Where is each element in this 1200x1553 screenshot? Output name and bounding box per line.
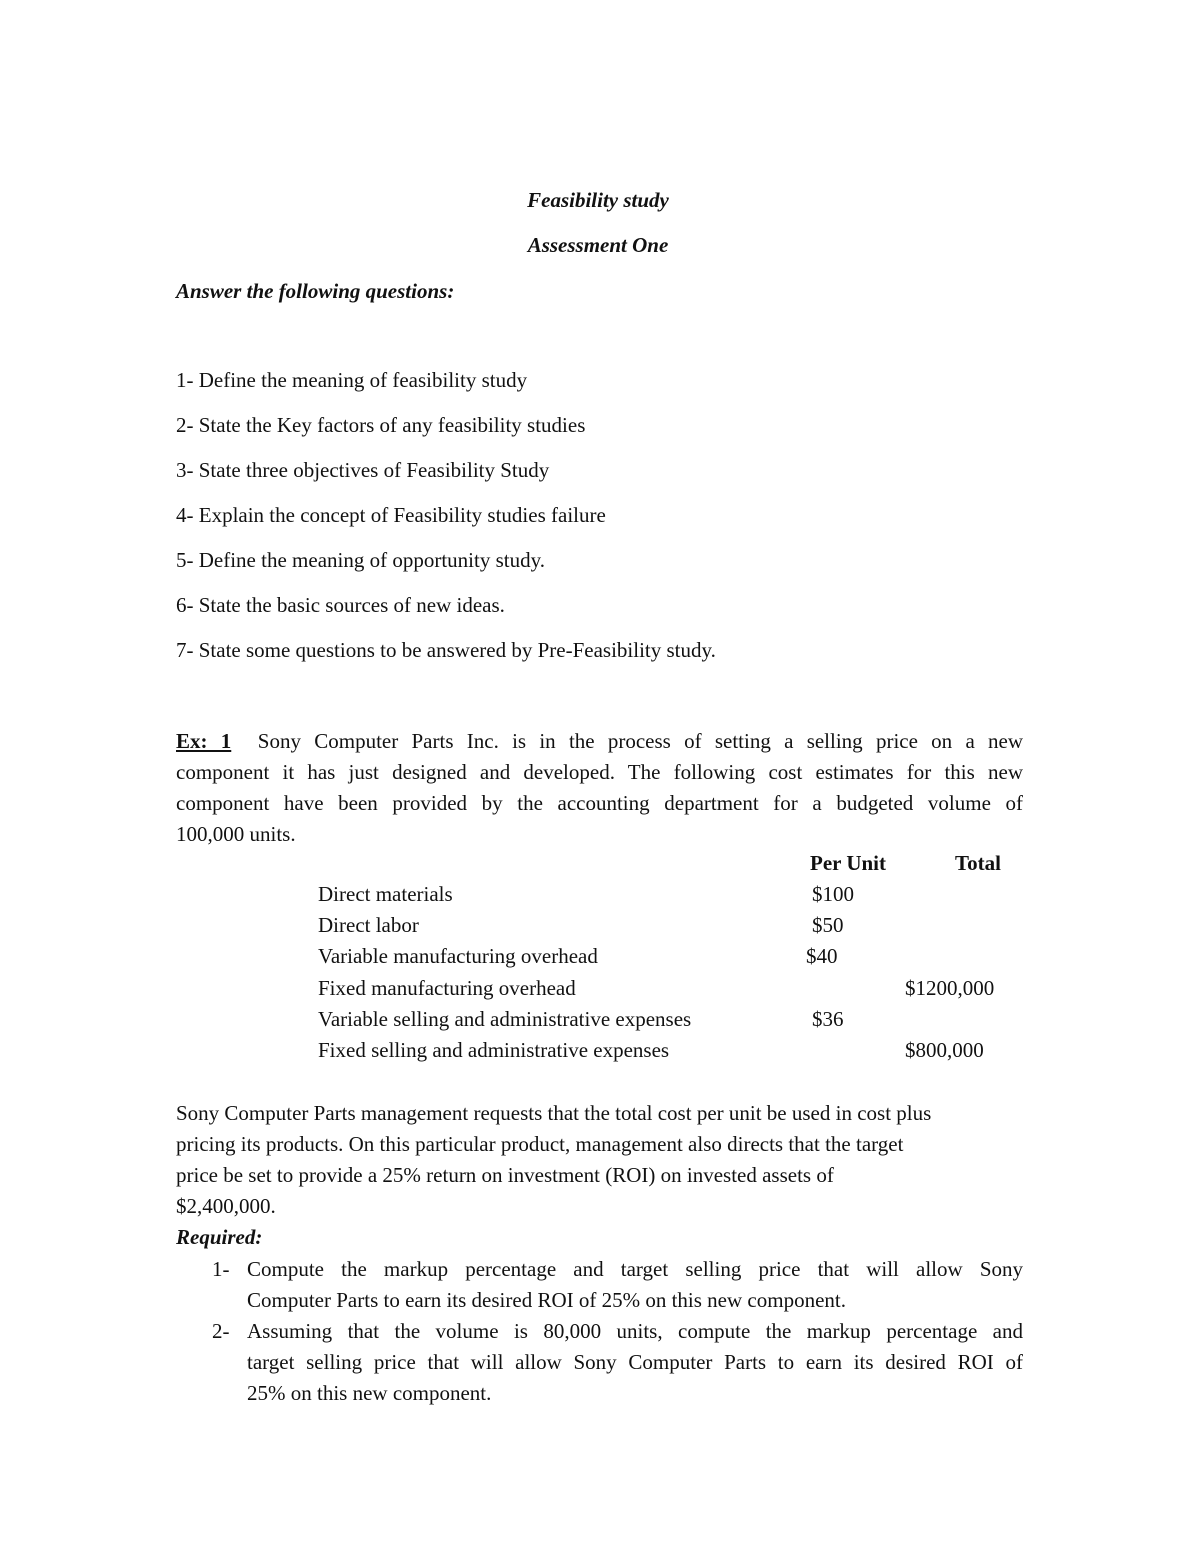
note-line: $2,400,000. [176,1194,276,1218]
cost-row-label: Variable manufacturing overhead [318,944,598,968]
cost-row-per-unit: $100 [812,882,854,906]
cost-row-label: Fixed manufacturing overhead [318,976,576,1000]
question-item: 1- Define the meaning of feasibility study [176,368,528,392]
cost-row-per-unit: $40 [806,944,838,968]
cost-row-total: $800,000 [905,1038,984,1062]
cost-row-total: $1200,000 [905,976,995,1000]
cost-row-per-unit: $50 [812,913,844,937]
question-item: 4- Explain the concept of Feasibility studies failure [176,503,606,527]
question-item: 5- Define the meaning of opportunity study. [176,548,545,572]
exercise-intro-line: component have been provided by the accounting department for a budgeted volume of [176,791,1023,815]
cost-row-label: Direct labor [318,913,419,937]
exercise-intro-line: component it has just designed and developed. The following cost estimates for this new [176,760,1023,784]
exercise-intro [176,726,1023,850]
management-note [176,1098,1036,1222]
question-item: 3- State three objectives of Feasibility Study [176,458,550,482]
exercise-label: Ex: 1 [176,729,232,753]
required-item-number: 1- [212,1257,230,1281]
page-title: Feasibility study [527,188,669,212]
question-item: 2- State the Key factors of any feasibility studies [176,413,586,437]
cost-row-per-unit: $36 [812,1007,844,1031]
required-item-text: Compute the markup percentage and target selling price that will allow Sony Computer Parts to earn its desired ROI of 25% on this new component. [247,1257,1023,1312]
required-heading: Required: [176,1225,263,1249]
required-item [212,1316,1023,1409]
note-line: pricing its products. On this particular product, management also directs that the target [176,1132,904,1156]
question-item: 7- State some questions to be answered by Pre-Feasibility study. [176,638,716,662]
required-item-number: 2- [212,1319,230,1343]
exercise-intro-line: 100,000 units. [176,822,296,846]
cost-row-label: Variable selling and administrative expenses [318,1007,692,1031]
column-header-per-unit: Per Unit [810,851,887,875]
instruction-heading: Answer the following questions: [176,279,455,303]
cost-row-label: Direct materials [318,882,453,906]
note-line: price be set to provide a 25% return on investment (ROI) on invested assets of [176,1163,834,1187]
exercise-intro-line: Ex: 1 Sony Computer Parts Inc. is in the process of setting a selling price on a new [176,729,1024,753]
required-item-text: Assuming that the volume is 80,000 units, compute the markup percentage and target selling price that will allow Sony Computer Parts to earn its desired ROI of 25% on this new component. [247,1319,1023,1405]
required-item [212,1254,1023,1316]
cost-row-label: Fixed selling and administrative expenses [318,1038,670,1062]
note-line: Sony Computer Parts management requests that the total cost per unit be used in cost plus [176,1101,932,1125]
column-header-total: Total [955,851,1001,875]
page-subtitle: Assessment One [527,233,669,257]
question-item: 6- State the basic sources of new ideas. [176,593,505,617]
